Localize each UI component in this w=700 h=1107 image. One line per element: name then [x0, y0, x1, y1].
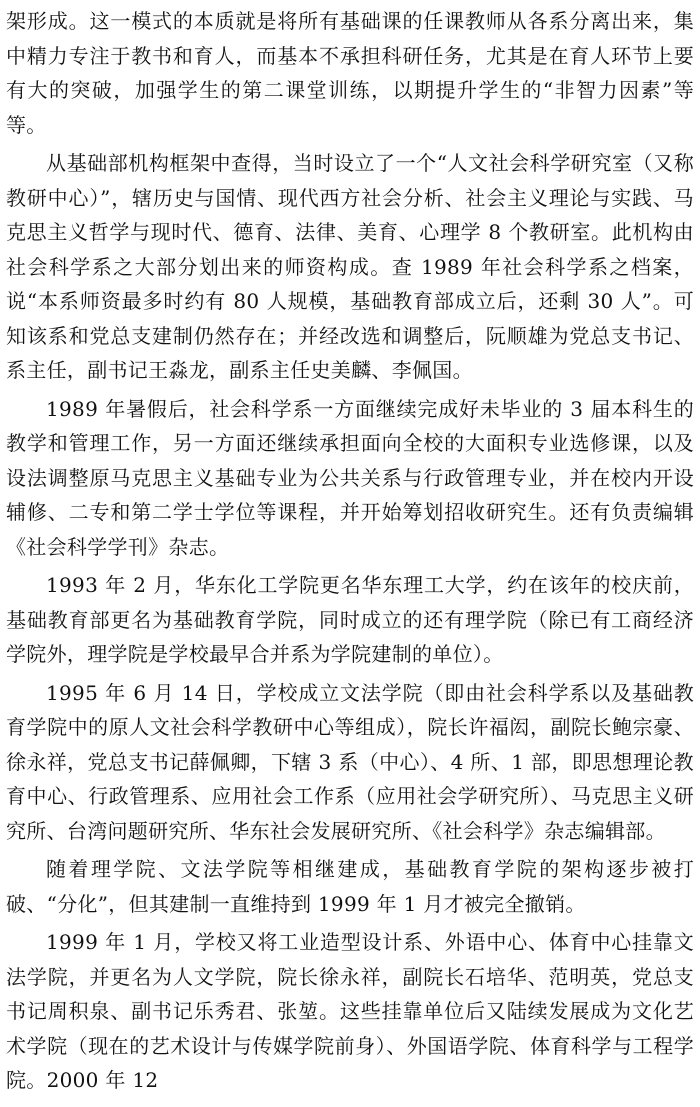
- paragraph-1999-humanities: 1999 年 1 月，学校又将工业造型设计系、外语中心、体育中心挂靠文法学院，并更名为人文学院，院长徐永祥，副院长石培华、范明英，党总支书记周积泉、副书记乐秀君、张堃。这些挂靠单位后又陆续发展成为文化艺术学院（现在的艺术设计与传媒学院前身）、外国语学院、体育科学与工程学院。2000 年 12: [6, 930, 694, 1092]
- paragraph-1993-renaming: 1993 年 2 月，华东化工学院更名华东理工大学，约在该年的校庆前，基础教育部更名为基础教育学院，同时成立的还有理学院（除已有工商经济学院外，理学院是学校最早合并系为学院建制的单位）。: [6, 573, 694, 666]
- paragraph-1989-summer: 1989 年暑假后，社会科学系一方面继续完成好未毕业的 3 届本科生的教学和管理工作，另一方面还继续承担面向全校的大面积专业选修课，以及设法调整原马克思主义基础专业为公共关系与行政管理专业，并在校内开设辅修、二专和第二学士学位等课程，并开始筹划招收研究生。还有负责编辑《社会科学学刊》杂志。: [6, 396, 694, 559]
- paragraph-dissolution: 随着理学院、文法学院等相继建成，基础教育学院的架构逐步被打破、“分化”，但其建制一直维持到 1999 年 1 月才被完全撤销。: [6, 857, 694, 916]
- paragraph-basic-department-structure: 从基础部机构框架中查得，当时设立了一个“人文社会科学研究室（又称教研中心）”，辖历史与国情、现代西方社会分析、社会主义理论与实践、马克思主义哲学与现时代、德育、法律、美育、心理学 8 个教研室。此机构由社会科学系之大部分划出来的师资构成。查 1989 年社会科学系之档案，说“本系师资最多时约有 80 人规模，基础教育部成立后，还剩 30 人”。可知该系和党总支建制仍然存在；并经改选和调整后，阮顺雄为党总支书记、系主任，副书记王淼龙，副系主任史美麟、李佩国。: [6, 151, 694, 382]
- paragraph-continuation: 架形成。这一模式的本质就是将所有基础课的任课教师从各系分离出来，集中精力专注于教书和育人，而基本不承担科研任务，尤其是在育人环节上要有大的突破，加强学生的第二课堂训练，以期提升学生的“非智力因素”等等。: [6, 9, 694, 137]
- paragraph-1995-law-school: 1995 年 6 月 14 日，学校成立文法学院（即由社会科学系以及基础教育学院中的原人文社会科学教研中心等组成），院长许福闳，副院长鲍宗豪、徐永祥，党总支书记薛佩卿，下辖 3 系（中心）、4 所、1 部，即思想理论教育中心、行政管理系、应用社会工作系（应用社会学研究所）、马克思主义研究所、台湾问题研究所、华东社会发展研究所、《社会科学》杂志编辑部。: [6, 680, 694, 843]
